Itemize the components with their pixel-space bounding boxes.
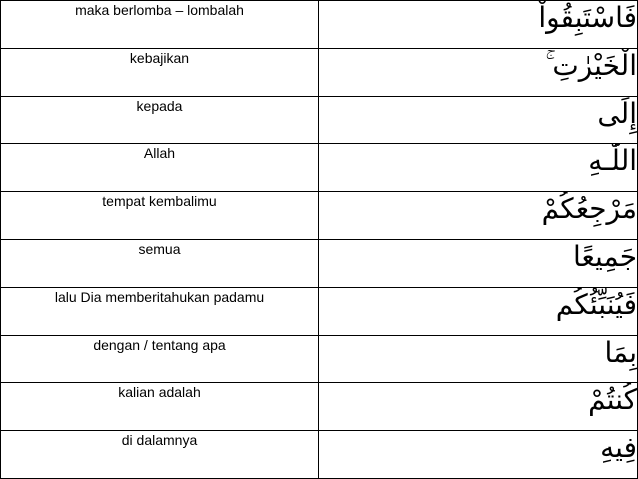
- arabic-word-cell: الْخَيْرٰتِ ۚ: [319, 48, 638, 96]
- meaning-cell: kalian adalah: [1, 383, 319, 431]
- table-row: [1, 335, 638, 383]
- arabic-word-cell: بِمَا: [319, 335, 638, 383]
- table-row: [1, 239, 638, 287]
- arabic-word-cell: فِيهِ: [319, 431, 638, 479]
- meaning-cell: kebajikan: [1, 48, 319, 96]
- arabic-word-cell: إِلَى: [319, 96, 638, 144]
- meaning-cell: tempat kembalimu: [1, 192, 319, 240]
- table-row: [1, 144, 638, 192]
- arabic-word-cell: كُنتُمْ: [319, 383, 638, 431]
- arabic-word-cell: فَيُنَبِّئُكُم: [319, 287, 638, 335]
- arabic-word-cell: اللّٰـهِ: [319, 144, 638, 192]
- meaning-cell: kepada: [1, 96, 319, 144]
- table-row: [1, 192, 638, 240]
- arabic-word-cell: مَرْجِعُكُمْ: [319, 192, 638, 240]
- meaning-cell: maka berlomba – lombalah: [1, 1, 319, 49]
- meaning-cell: Allah: [1, 144, 319, 192]
- table-row: [1, 287, 638, 335]
- arabic-word-cell: جَمِيعًا: [319, 239, 638, 287]
- table-row: [1, 1, 638, 49]
- table-row: [1, 48, 638, 96]
- meaning-cell: di dalamnya: [1, 431, 319, 479]
- table-row: [1, 383, 638, 431]
- meaning-cell: dengan / tentang apa: [1, 335, 319, 383]
- meaning-cell: lalu Dia memberitahukan padamu: [1, 287, 319, 335]
- table-row: [1, 431, 638, 479]
- meaning-cell: semua: [1, 239, 319, 287]
- arabic-word-cell: فَاسْتَبِقُواْ: [319, 1, 638, 49]
- table-row: [1, 96, 638, 144]
